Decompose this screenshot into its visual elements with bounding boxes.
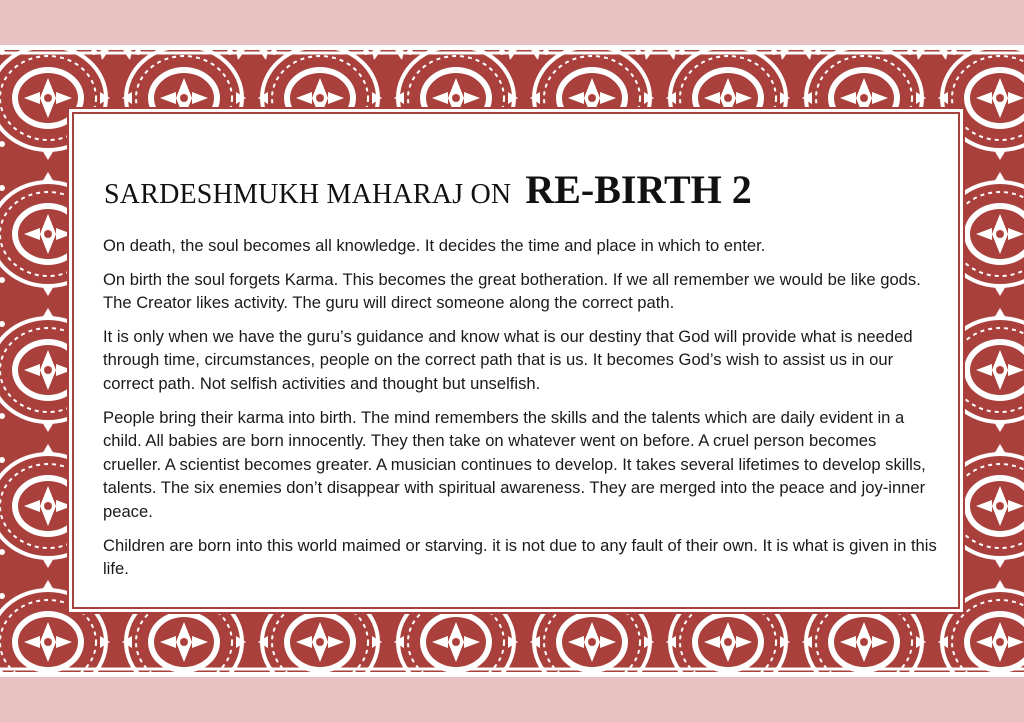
title-prefix: SARDESHMUKH MAHARAJ ON — [104, 179, 512, 210]
title-main: RE-BIRTH 2 — [525, 167, 752, 212]
page-title — [104, 166, 752, 213]
paragraph: On death, the soul becomes all knowledge. It decides the time and place in which to enter. — [103, 236, 766, 255]
paragraph: It is only when we have the guru’s guidance and know what is our destiny that God will provide what is needed through time, circumstances, people on the correct path that is us. It becomes God’s wish to assist us in our correct path. Not selfish activities and thought but unselfish. — [103, 326, 913, 393]
paragraph: People bring their karma into birth. The mind remembers the skills and the talents which are daily evident in a child. All babies are born innocently. They then take on whatever went on before. A cruel person becomes crueller. A scientist becomes greater. A musician continues to develop. It takes several lifetimes to develop skills, talents. The six enemies don’t disappear with spiritual awareness. They are merged into the peace and joy-inner peace. — [103, 407, 926, 521]
paragraph: Children are born into this world maimed or starving. it is not due to any fault of their own. It is what is given in this life. — [103, 535, 937, 579]
body-text — [103, 234, 939, 591]
paragraph: On birth the soul forgets Karma. This becomes the great botheration. If we all remember we would be like gods. The Creator likes activity. The guru will direct someone along the correct path. — [103, 269, 921, 313]
text-card — [72, 112, 960, 609]
